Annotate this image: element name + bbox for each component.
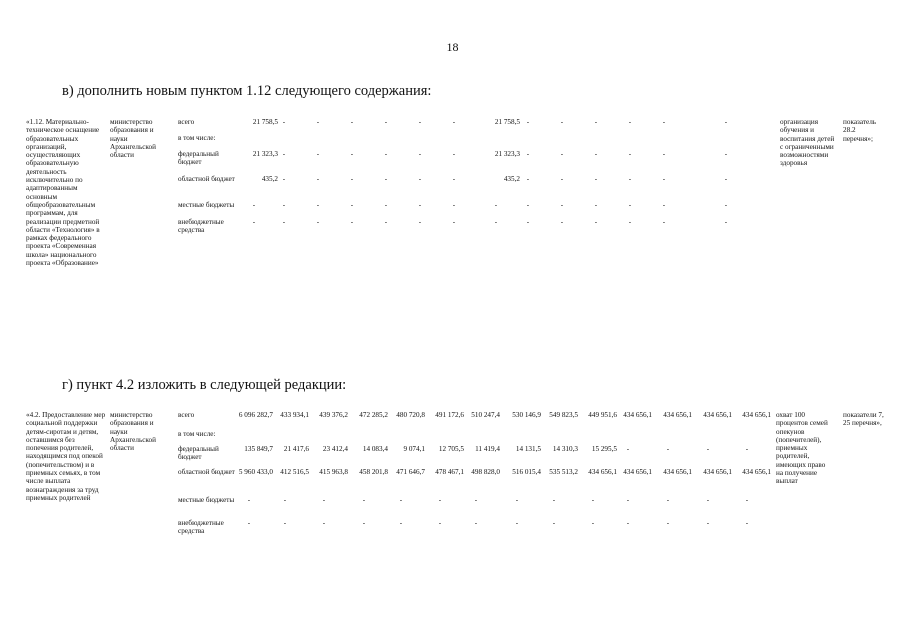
- section_v-cell-r4-c1: -: [282, 201, 286, 209]
- section_v-cell-r5-c1: -: [282, 218, 286, 226]
- section_g-cell-r2-c6: 11 419,4: [475, 445, 500, 453]
- section_g-cell-r5-c9: -: [591, 519, 595, 527]
- section_g-cell-r4-c2: -: [322, 496, 326, 504]
- section_g-cell-r3-c7: 516 015,4: [512, 468, 541, 476]
- section_v-cell-r0-c0: 21 758,5: [252, 118, 278, 126]
- section_v-cell-r3-c4: -: [384, 175, 388, 183]
- section_v-cell-r4-c0: -: [252, 201, 256, 209]
- section_v-cell-r5-c10: -: [594, 218, 598, 226]
- section_g-cell-r2-c3: 14 083,4: [362, 445, 388, 453]
- section-v-result: организация обучения и воспитания детей с ограниченными возможностями здоровья: [780, 118, 835, 168]
- section_g-cell-r0-c10: 434 656,1: [623, 411, 652, 419]
- section_v-source-4: местные бюджеты: [178, 201, 235, 209]
- section_v-cell-r2-c13: -: [724, 150, 728, 158]
- section_g-cell-r0-c12: 434 656,1: [703, 411, 732, 419]
- section_v-cell-r0-c5: -: [418, 118, 422, 126]
- section_g-cell-r3-c13: 434 656,1: [742, 468, 771, 476]
- section_v-cell-r0-c4: -: [384, 118, 388, 126]
- section_v-cell-r5-c4: -: [384, 218, 388, 226]
- section_v-cell-r4-c8: -: [526, 201, 530, 209]
- section_v-cell-r2-c10: -: [594, 150, 598, 158]
- section_v-cell-r4-c2: -: [316, 201, 320, 209]
- section_v-source-2: федеральный бюджет: [178, 150, 219, 167]
- section_v-cell-r3-c2: -: [316, 175, 320, 183]
- section_g-cell-r5-c2: -: [322, 519, 326, 527]
- section_v-cell-r0-c10: -: [594, 118, 598, 126]
- section_g-cell-r3-c4: 471 646,7: [396, 468, 425, 476]
- section_g-cell-r0-c0: 6 096 282,7: [238, 411, 273, 419]
- section_v-cell-r5-c2: -: [316, 218, 320, 226]
- section_v-cell-r5-c3: -: [350, 218, 354, 226]
- section_g-cell-r4-c6: -: [474, 496, 478, 504]
- section_v-cell-r0-c2: -: [316, 118, 320, 126]
- section_g-cell-r4-c8: -: [552, 496, 556, 504]
- section_g-cell-r4-c9: -: [591, 496, 595, 504]
- section_g-cell-r2-c11: -: [666, 445, 670, 453]
- section_g-cell-r5-c7: -: [515, 519, 519, 527]
- section_v-cell-r4-c11: -: [628, 201, 632, 209]
- section_g-cell-r3-c0: 5 960 433,0: [238, 468, 273, 476]
- section_v-source-3: областной бюджет: [178, 175, 235, 183]
- section_g-cell-r5-c11: -: [666, 519, 670, 527]
- section_g-cell-r5-c5: -: [438, 519, 442, 527]
- section_g-cell-r5-c6: -: [474, 519, 478, 527]
- section-g-heading: г) пункт 4.2 изложить в следующей редакции:: [62, 377, 347, 393]
- section_g-cell-r5-c4: -: [399, 519, 403, 527]
- section_v-cell-r3-c9: -: [560, 175, 564, 183]
- section_v-cell-r2-c6: -: [452, 150, 456, 158]
- section_g-cell-r2-c10: -: [626, 445, 630, 453]
- section_v-cell-r4-c3: -: [350, 201, 354, 209]
- section_g-cell-r4-c11: -: [666, 496, 670, 504]
- section-g-indicator: показатели 7, 25 перечня»,: [843, 411, 884, 428]
- section_v-cell-r3-c7: 435,2: [503, 175, 520, 183]
- section_v-cell-r2-c5: -: [418, 150, 422, 158]
- section_g-cell-r4-c12: -: [706, 496, 710, 504]
- section_g-cell-r0-c5: 491 172,6: [435, 411, 464, 419]
- section_g-cell-r3-c10: 434 656,1: [623, 468, 652, 476]
- section_g-cell-r4-c10: -: [626, 496, 630, 504]
- section_v-cell-r4-c10: -: [594, 201, 598, 209]
- section_v-source-1: в том числе:: [178, 134, 216, 142]
- section_g-cell-r5-c8: -: [552, 519, 556, 527]
- section_v-cell-r0-c7: 21 758,5: [494, 118, 520, 126]
- section_g-cell-r0-c7: 530 146,9: [512, 411, 541, 419]
- section_v-cell-r0-c3: -: [350, 118, 354, 126]
- section_v-cell-r3-c8: -: [526, 175, 530, 183]
- section_v-cell-r0-c13: -: [724, 118, 728, 126]
- section_v-cell-r5-c8: -: [526, 218, 530, 226]
- section_g-source-5: внебюджетные средства: [178, 519, 224, 536]
- section_v-cell-r2-c1: -: [282, 150, 286, 158]
- section_g-cell-r0-c8: 549 823,5: [549, 411, 578, 419]
- section_v-cell-r2-c8: -: [526, 150, 530, 158]
- section_v-cell-r5-c12: -: [662, 218, 666, 226]
- section_g-cell-r0-c4: 480 720,8: [396, 411, 425, 419]
- section-v-heading: в) дополнить новым пунктом 1.12 следующего содержания:: [62, 83, 432, 99]
- section-g-item-text: «4.2. Предоставление мер социальной поддержки детям-сиротам и детям, оставшимся без попечения родителей, находящимся под опекой (попечительством) и в приемных семьях, в том числе выплата вознаграждения за труд приемных родителей: [26, 411, 106, 502]
- section_v-cell-r4-c5: -: [418, 201, 422, 209]
- section_v-cell-r2-c2: -: [316, 150, 320, 158]
- section_v-cell-r3-c1: -: [282, 175, 286, 183]
- section_v-cell-r4-c7: -: [494, 201, 498, 209]
- section_g-cell-r5-c12: -: [706, 519, 710, 527]
- section_g-cell-r0-c9: 449 951,6: [588, 411, 617, 419]
- section_v-cell-r4-c9: -: [560, 201, 564, 209]
- section_v-cell-r0-c11: -: [628, 118, 632, 126]
- section_v-cell-r4-c6: -: [452, 201, 456, 209]
- section_v-cell-r3-c13: -: [724, 175, 728, 183]
- section_g-cell-r2-c0: 135 849,7: [244, 445, 273, 453]
- section_v-cell-r2-c11: -: [628, 150, 632, 158]
- section_v-cell-r2-c9: -: [560, 150, 564, 158]
- section_g-cell-r2-c9: 15 295,5: [591, 445, 617, 453]
- section_g-cell-r0-c6: 510 247,4: [471, 411, 500, 419]
- section_v-cell-r0-c12: -: [662, 118, 666, 126]
- section_g-cell-r2-c7: 14 131,5: [515, 445, 541, 453]
- section_v-cell-r3-c6: -: [452, 175, 456, 183]
- section_g-cell-r4-c7: -: [515, 496, 519, 504]
- section_v-cell-r5-c0: -: [252, 218, 256, 226]
- section-g-executor: министерство образования и науки Архангельской области: [110, 411, 156, 453]
- section-v-executor: министерство образования и науки Архангельской области: [110, 118, 156, 160]
- section_v-cell-r0-c6: -: [452, 118, 456, 126]
- section_g-source-3: областной бюджет: [178, 468, 235, 476]
- section_v-cell-r5-c13: -: [724, 218, 728, 226]
- section_v-cell-r3-c3: -: [350, 175, 354, 183]
- section-v-item-text: «1.12. Материально-техническое оснащение образовательных организаций, осуществляющих образовательную деятельность исключительно по адаптированным основным общеобразовательным программам, для реализации предметной области «Технология» в рамках федерального проекта «Современная школа» национального проекта «Образование»: [26, 118, 100, 268]
- section_g-cell-r3-c12: 434 656,1: [703, 468, 732, 476]
- section_v-cell-r2-c7: 21 323,3: [494, 150, 520, 158]
- section_g-cell-r4-c13: -: [745, 496, 749, 504]
- section_v-cell-r4-c13: -: [724, 201, 728, 209]
- section_g-cell-r4-c0: -: [247, 496, 251, 504]
- section_g-cell-r5-c13: -: [745, 519, 749, 527]
- section_g-cell-r3-c11: 434 656,1: [663, 468, 692, 476]
- section_v-cell-r3-c5: -: [418, 175, 422, 183]
- section_g-source-0: всего: [178, 411, 195, 419]
- section_v-source-0: всего: [178, 118, 195, 126]
- section_v-cell-r0-c8: -: [526, 118, 530, 126]
- section_g-cell-r5-c10: -: [626, 519, 630, 527]
- section_g-source-2: федеральный бюджет: [178, 445, 219, 462]
- section_v-cell-r3-c10: -: [594, 175, 598, 183]
- section_g-cell-r5-c0: -: [247, 519, 251, 527]
- section_g-cell-r4-c5: -: [438, 496, 442, 504]
- section_v-cell-r5-c6: -: [452, 218, 456, 226]
- section_v-cell-r3-c12: -: [662, 175, 666, 183]
- section_v-cell-r2-c3: -: [350, 150, 354, 158]
- section_g-cell-r4-c4: -: [399, 496, 403, 504]
- section-g-result: охват 100 процентов семей опекунов (попечителей), приемных родителей, имеющих право на получение выплат: [776, 411, 828, 486]
- section_g-cell-r0-c2: 439 376,2: [319, 411, 348, 419]
- section_g-cell-r5-c1: -: [283, 519, 287, 527]
- section_v-cell-r3-c11: -: [628, 175, 632, 183]
- section_g-cell-r3-c8: 535 513,2: [549, 468, 578, 476]
- section_g-source-1: в том числе:: [178, 430, 216, 438]
- section_v-cell-r0-c1: -: [282, 118, 286, 126]
- section_v-cell-r4-c12: -: [662, 201, 666, 209]
- section_g-cell-r2-c2: 23 412,4: [322, 445, 348, 453]
- section_v-cell-r0-c9: -: [560, 118, 564, 126]
- section_g-cell-r3-c9: 434 656,1: [588, 468, 617, 476]
- section_v-cell-r4-c4: -: [384, 201, 388, 209]
- section_v-cell-r3-c0: 435,2: [261, 175, 278, 183]
- section_g-cell-r2-c5: 12 705,5: [438, 445, 464, 453]
- section_g-cell-r2-c13: -: [745, 445, 749, 453]
- section_g-cell-r3-c1: 412 516,5: [280, 468, 309, 476]
- section_g-cell-r0-c11: 434 656,1: [663, 411, 692, 419]
- section_v-cell-r5-c11: -: [628, 218, 632, 226]
- section_v-cell-r2-c0: 21 323,3: [252, 150, 278, 158]
- page-number: 18: [446, 40, 459, 54]
- section_g-cell-r2-c8: 14 310,3: [552, 445, 578, 453]
- section_g-cell-r2-c12: -: [706, 445, 710, 453]
- section_g-cell-r3-c2: 415 963,8: [319, 468, 348, 476]
- section_g-cell-r3-c5: 478 467,1: [435, 468, 464, 476]
- section_g-cell-r3-c3: 458 201,8: [359, 468, 388, 476]
- section_g-cell-r5-c3: -: [362, 519, 366, 527]
- section_v-cell-r5-c7: -: [494, 218, 498, 226]
- section_g-source-4: местные бюджеты: [178, 496, 235, 504]
- section_g-cell-r3-c6: 498 828,0: [471, 468, 500, 476]
- section_g-cell-r4-c1: -: [283, 496, 287, 504]
- section-v-indicator: показатель 28.2 перечня»;: [843, 118, 877, 143]
- section_g-cell-r4-c3: -: [362, 496, 366, 504]
- section_v-cell-r2-c12: -: [662, 150, 666, 158]
- section_v-cell-r2-c4: -: [384, 150, 388, 158]
- section_v-cell-r5-c5: -: [418, 218, 422, 226]
- section_g-cell-r2-c4: 9 074,1: [403, 445, 425, 453]
- section_v-cell-r5-c9: -: [560, 218, 564, 226]
- section_v-source-5: внебюджетные средства: [178, 218, 224, 235]
- section_g-cell-r0-c3: 472 285,2: [359, 411, 388, 419]
- section_g-cell-r2-c1: 21 417,6: [283, 445, 309, 453]
- section_g-cell-r0-c13: 434 656,1: [742, 411, 771, 419]
- section_g-cell-r0-c1: 433 934,1: [280, 411, 309, 419]
